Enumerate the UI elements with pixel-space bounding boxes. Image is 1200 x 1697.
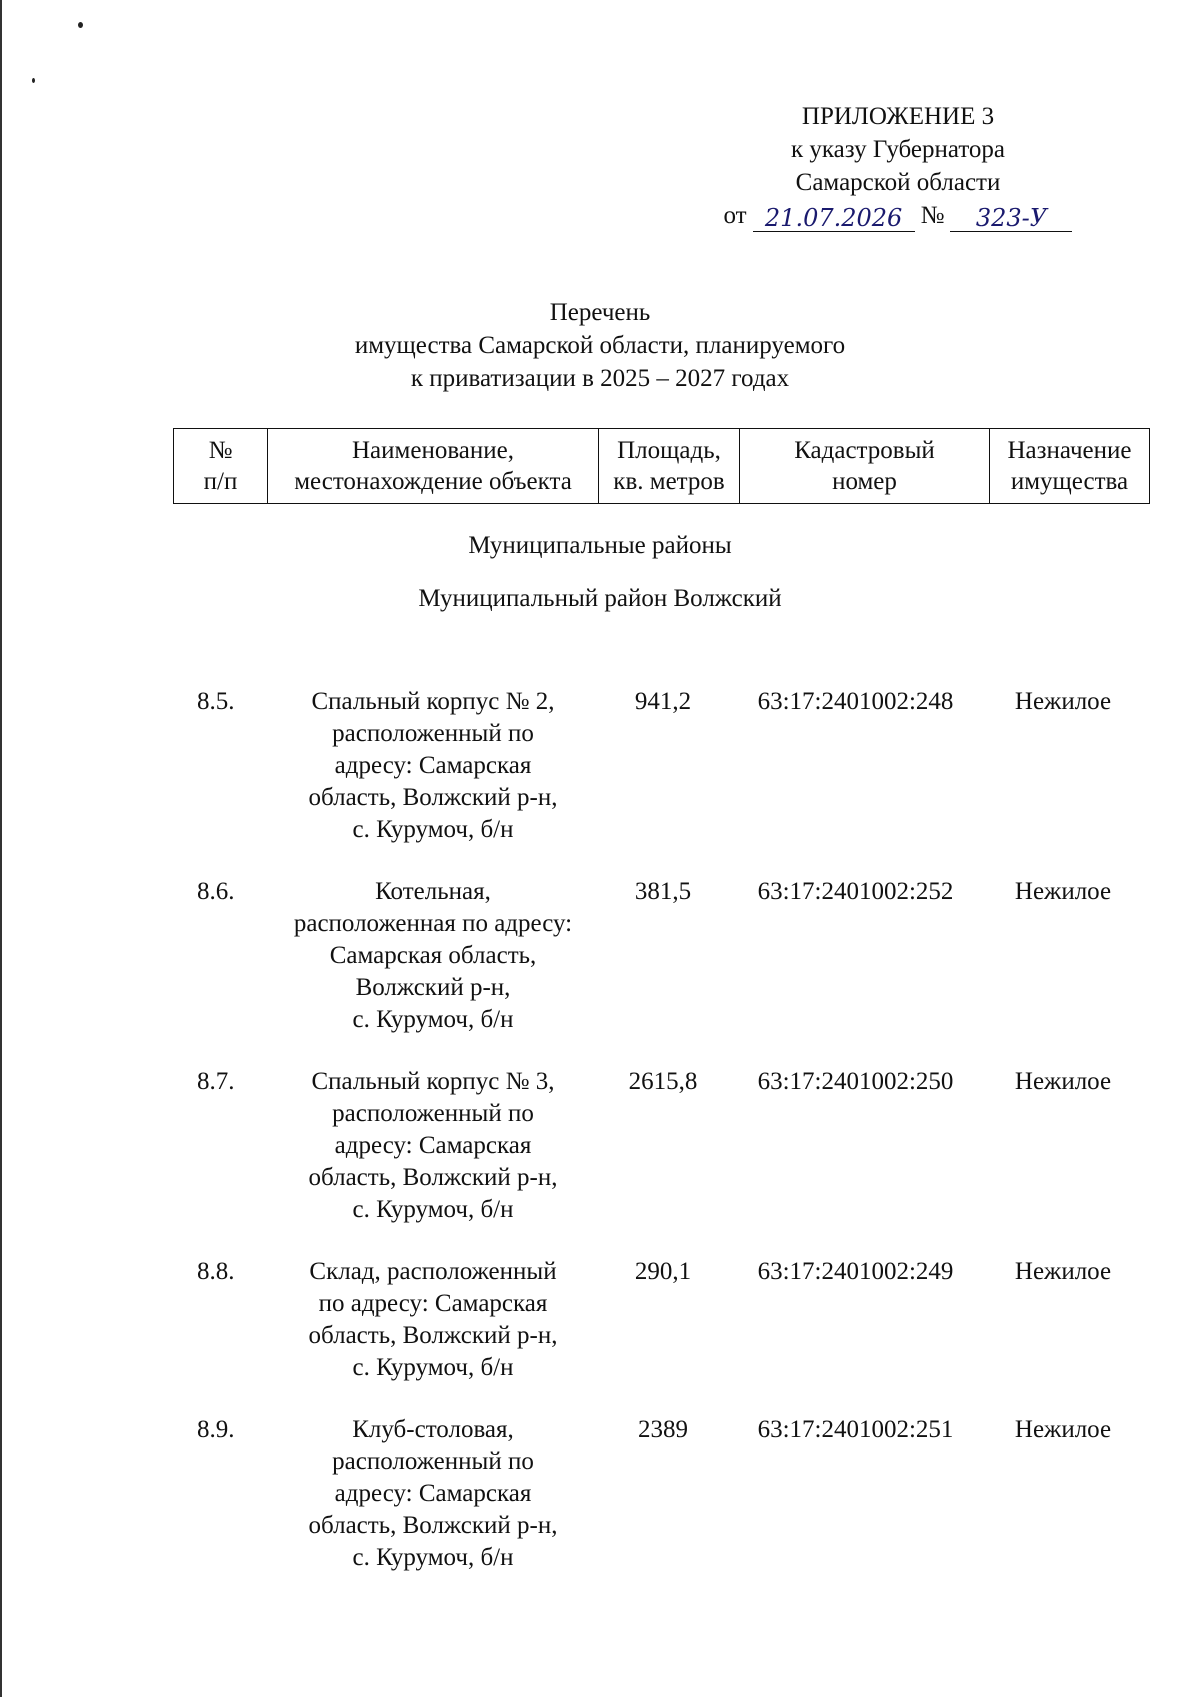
page-left-edge <box>0 0 2 1697</box>
row-name-line: область, Волжский р-н, <box>308 1512 558 1539</box>
row-name <box>268 1066 598 1226</box>
appendix-block <box>688 100 1108 232</box>
row-number: 8.8. <box>197 1258 235 1285</box>
table-row <box>173 876 1143 1036</box>
row-number: 8.6. <box>197 878 235 905</box>
row-name-line: адресу: Самарская <box>334 1480 532 1507</box>
row-name-line: с. Курумоч, б/н <box>352 1196 514 1223</box>
appendix-line-2: к указу Губернатора <box>790 136 1006 163</box>
appendix-title: ПРИЛОЖЕНИЕ 3 <box>801 103 995 130</box>
header-no: № п/п <box>174 429 268 504</box>
table-header <box>173 428 1150 504</box>
row-name-line: с. Курумоч, б/н <box>352 1006 514 1033</box>
header-name: Наименование, местонахождение объекта <box>268 429 599 504</box>
row-area: 941,2 <box>634 688 692 715</box>
row-name-line: расположенный по <box>332 720 534 747</box>
decree-reference <box>688 199 1108 232</box>
object-list <box>173 686 1143 1604</box>
row-name <box>268 686 598 846</box>
row-name-line: адресу: Самарская <box>334 1132 532 1159</box>
row-name-line: область, Волжский р-н, <box>308 1164 558 1191</box>
row-name-line: расположенный по <box>332 1448 534 1475</box>
row-purpose: Нежилое <box>1014 1416 1112 1443</box>
row-number: 8.5. <box>197 688 235 715</box>
row-name-line: с. Курумоч, б/н <box>352 816 514 843</box>
row-purpose: Нежилое <box>1014 688 1112 715</box>
row-name-line: область, Волжский р-н, <box>308 784 558 811</box>
row-name-line: Спальный корпус № 3, <box>311 1068 555 1095</box>
table-row <box>173 1414 1143 1574</box>
title-line-3: к приватизации в 2025 – 2027 годах <box>410 365 790 392</box>
scan-speck <box>78 22 83 28</box>
table-row <box>173 1066 1143 1226</box>
section-district: Муниципальный район Волжский <box>418 585 782 612</box>
row-area: 2389 <box>638 1416 688 1443</box>
row-name-line: с. Курумоч, б/н <box>352 1544 514 1571</box>
appendix-line-3: Самарской области <box>795 169 1001 196</box>
number-label: № <box>920 202 945 229</box>
row-name-line: расположенная по адресу: <box>293 910 573 937</box>
row-area: 2615,8 <box>628 1068 698 1095</box>
scan-speck <box>32 78 35 83</box>
row-name-line: адресу: Самарская <box>334 752 532 779</box>
row-name-line: Спальный корпус № 2, <box>311 688 555 715</box>
row-name-line: по адресу: Самарская <box>318 1290 548 1317</box>
row-purpose: Нежилое <box>1014 878 1112 905</box>
header-area: Площадь, кв. метров <box>599 429 740 504</box>
header-purpose: Назначение имущества <box>990 429 1150 504</box>
row-name-line: Клуб-столовая, <box>352 1416 514 1443</box>
row-name-line: область, Волжский р-н, <box>308 1322 558 1349</box>
row-cadastral-number: 63:17:2401002:250 <box>757 1068 954 1095</box>
row-name-line: Волжский р-н, <box>355 974 511 1001</box>
handwritten-number: 323-У <box>950 205 1072 232</box>
row-number: 8.7. <box>197 1068 235 1095</box>
row-cadastral-number: 63:17:2401002:251 <box>757 1416 954 1443</box>
row-purpose: Нежилое <box>1014 1258 1112 1285</box>
row-name-line: с. Курумоч, б/н <box>352 1354 514 1381</box>
document-title <box>0 296 1200 395</box>
row-name-line: Котельная, <box>375 878 491 905</box>
row-purpose: Нежилое <box>1014 1068 1112 1095</box>
title-line-1: Перечень <box>549 299 651 326</box>
header-cadastral: Кадастровый номер <box>740 429 990 504</box>
row-name <box>268 1414 598 1574</box>
row-name <box>268 1256 598 1384</box>
title-line-2: имущества Самарской области, планируемого <box>354 332 846 359</box>
row-number: 8.9. <box>197 1416 235 1443</box>
row-name-line: Склад, расположенный <box>309 1258 557 1285</box>
row-cadastral-number: 63:17:2401002:249 <box>757 1258 954 1285</box>
row-cadastral-number: 63:17:2401002:252 <box>757 878 954 905</box>
row-name <box>268 876 598 1036</box>
row-area: 290,1 <box>634 1258 692 1285</box>
section-municipal-districts: Муниципальные районы <box>468 532 732 559</box>
from-label: от <box>723 202 747 229</box>
row-name-line: расположенный по <box>332 1100 534 1127</box>
table-row <box>173 1256 1143 1384</box>
table-row <box>173 686 1143 846</box>
row-area: 381,5 <box>634 878 692 905</box>
row-name-line: Самарская область, <box>329 942 537 969</box>
row-cadastral-number: 63:17:2401002:248 <box>757 688 954 715</box>
handwritten-date: 21.07.2026 <box>753 205 915 232</box>
